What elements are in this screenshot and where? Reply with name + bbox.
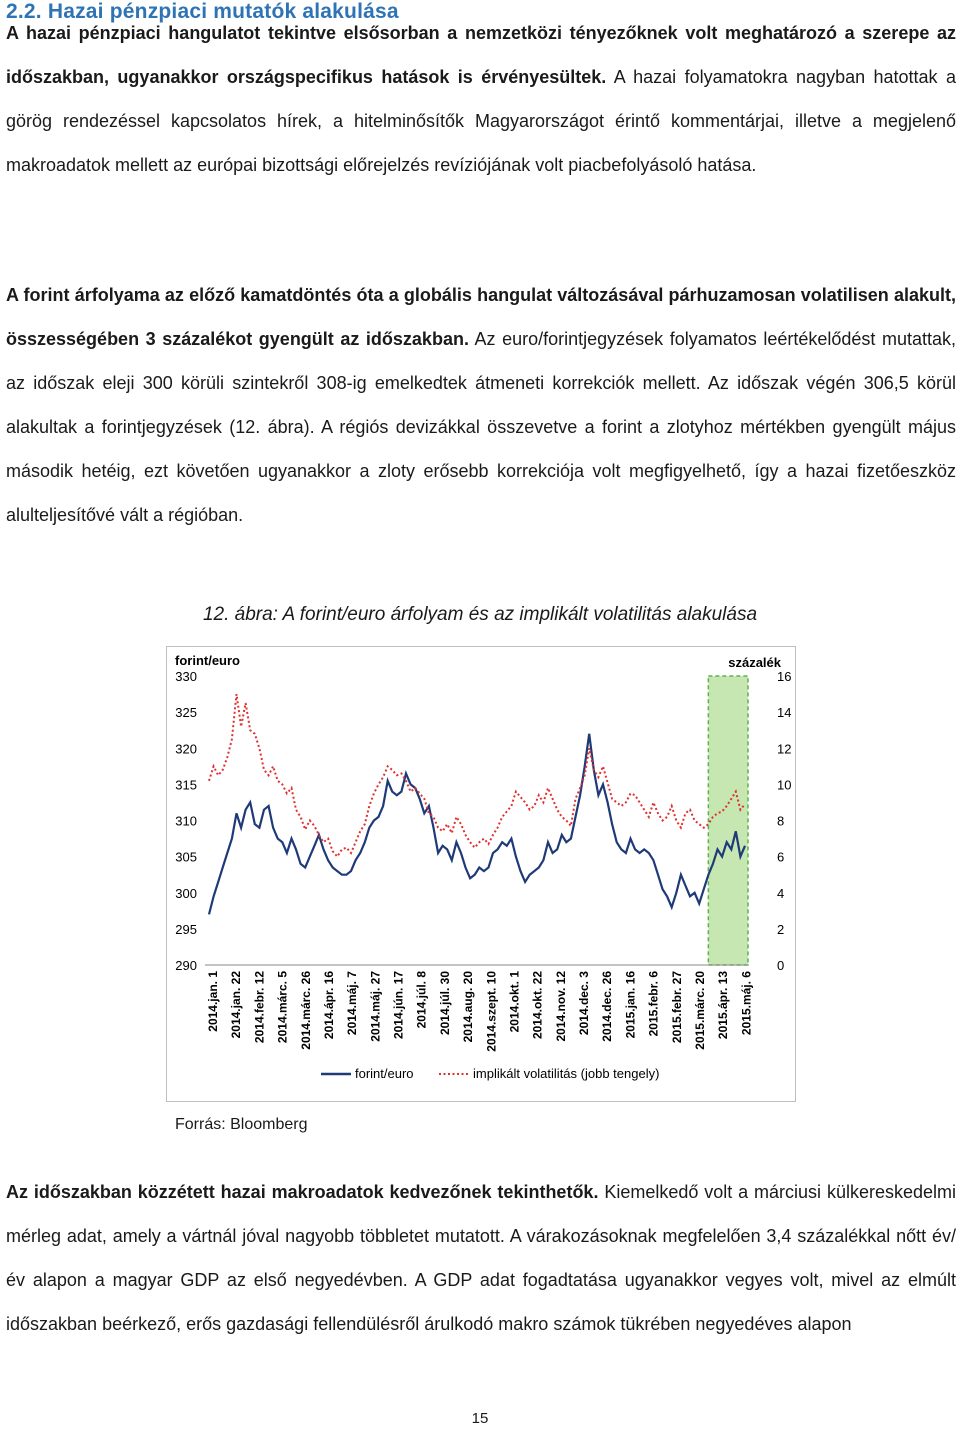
x-tick-label: 2014.máj. 7 [345,971,360,1036]
paragraph-body: A hazai folyamatokra nagyban hatottak a görög rendezéssel kapcsolatos hírek, a hitelminősítők Magyarországot érintő kommentárjai, illetve a megjelenő makroadatok mellett az európai bizottsági előrejelzés revíziójának volt piacbefolyásoló hatása. [6,67,956,175]
paragraph-body: Az euro/forintjegyzések folyamatos leértékelődést mutattak, az időszak eleji 300 körüli szintekről 308-ig emelkedtek átmeneti korrekciók mellett. Az időszak végén 306,5 körül alakultak a forintjegyzések (12. ábra). A régiós devizákkal összevetve a forint a zlotyhoz mértékben gyengült május második hetéig, ezt követően ugyanakkor a zloty erősebb korrekciója volt megfigyelhető, így a hazai fizetőeszköz alulteljesítővé vált a régióban. [6,329,956,525]
right-tick-label: 4 [777,885,785,901]
right-tick-label: 0 [777,958,785,973]
x-tick-label: 2014.jan. 1 [206,971,220,1032]
right-tick-label: 2 [777,921,785,937]
paragraph-lead: A hazai pénzpiaci hangulatot tekintve elsősorban a nemzetközi tényezőknek volt meghatározó a szerepe az időszakban, ugyanakkor országspecifikus hatások is érvényesültek. [6,23,956,87]
x-tick-label: 2014.márc. 26 [298,971,313,1050]
x-tick-label: 2015.febr. 27 [669,971,684,1044]
x-tick-label: 2014.júl. 8 [414,971,429,1029]
x-tick-label: 2014.júl. 30 [437,971,452,1036]
left-tick-label: 290 [175,958,197,973]
left-tick-label: 310 [175,813,197,829]
x-tick-label: 2015.máj. 6 [739,971,754,1036]
page-number: 15 [471,1410,489,1427]
right-tick-label: 6 [777,849,785,865]
figure-source: Forrás: Bloomberg [175,1116,308,1133]
section-heading: 2.2. Hazai pénzpiaci mutatók alakulása [6,0,399,23]
series-line-forint [209,734,745,915]
paragraph-macro-data [6,1170,956,1346]
left-tick-label: 320 [175,741,197,757]
paragraph-lead: Az időszakban közzétett hazai makroadatok kedvezőnek tekinthetők. [6,1182,599,1202]
x-tick-label: 2014.ápr. 16 [321,971,336,1040]
left-tick-label: 330 [175,669,197,684]
x-tick-label: 2015.márc. 20 [692,971,707,1050]
x-tick-label: 2014.okt. 1 [507,971,522,1033]
paragraph-lead: A forint árfolyama az előző kamatdöntés óta a globális hangulat változásával párhuzamosan volatilisen alakult, összességében 3 százalékot gyengült az időszakban. [6,285,956,349]
x-tick-label: 2014.nov. 12 [553,971,568,1042]
right-tick-label: 16 [777,669,792,684]
highlight-period [708,676,748,965]
x-tick-label: 2014.febr. 12 [252,971,267,1044]
x-tick-label: 2014.márc. 5 [275,971,290,1044]
x-tick-label: 2014.aug. 20 [461,971,476,1043]
x-tick-label: 2014.jan. 22 [229,971,244,1039]
figure-title: 12. ábra: A forint/euro árfolyam és az implikált volatilitás alakulása [202,604,758,625]
right-axis-title: százalék [728,655,781,670]
x-tick-label: 2015.ápr. 13 [716,971,731,1040]
x-tick-label: 2014.dec. 26 [600,971,615,1042]
legend-label-volatility: implikált volatilitás (jobb tengely) [473,1066,660,1081]
x-tick-label: 2014.okt. 22 [530,971,545,1040]
left-tick-label: 295 [175,921,197,937]
right-tick-label: 14 [777,705,792,721]
x-tick-label: 2015.febr. 6 [646,971,661,1037]
right-tick-label: 10 [777,777,792,793]
x-tick-label: 2014.szept. 10 [484,971,499,1052]
left-tick-label: 300 [175,885,197,901]
left-tick-label: 325 [175,705,197,721]
x-tick-label: 2015.jan. 16 [623,971,638,1039]
left-tick-label: 305 [175,849,197,865]
series-line-volatility [209,694,745,857]
left-axis-title: forint/euro [175,653,240,668]
paragraph-forint-rate [6,273,956,537]
x-tick-label: 2014.jún. 17 [391,971,406,1040]
x-tick-label: 2014.máj. 27 [368,971,383,1042]
right-tick-label: 12 [777,741,792,757]
legend-label-forint: forint/euro [355,1066,414,1081]
right-tick-label: 8 [777,813,785,829]
x-tick-label: 2014.dec. 3 [577,971,591,1036]
paragraph-market-sentiment [6,11,956,187]
chart-svg [167,647,795,1101]
chart-figure [166,646,796,1102]
left-tick-label: 315 [175,777,197,793]
paragraph-body: Kiemelkedő volt a márciusi külkereskedelmi mérleg adat, amely a vártnál jóval nagyobb többletet mutatott. A várakozásoknak megfelelően 3,4 százalékkal nőtt év/év alapon a magyar GDP az első negyedévben. A GDP adat fogadtatása ugyanakkor vegyes volt, mivel az elmúlt időszakban beérkező, erős gazdasági fellendülésről árulkodó makro számok tükrében negyedéves alapon [6,1182,956,1334]
